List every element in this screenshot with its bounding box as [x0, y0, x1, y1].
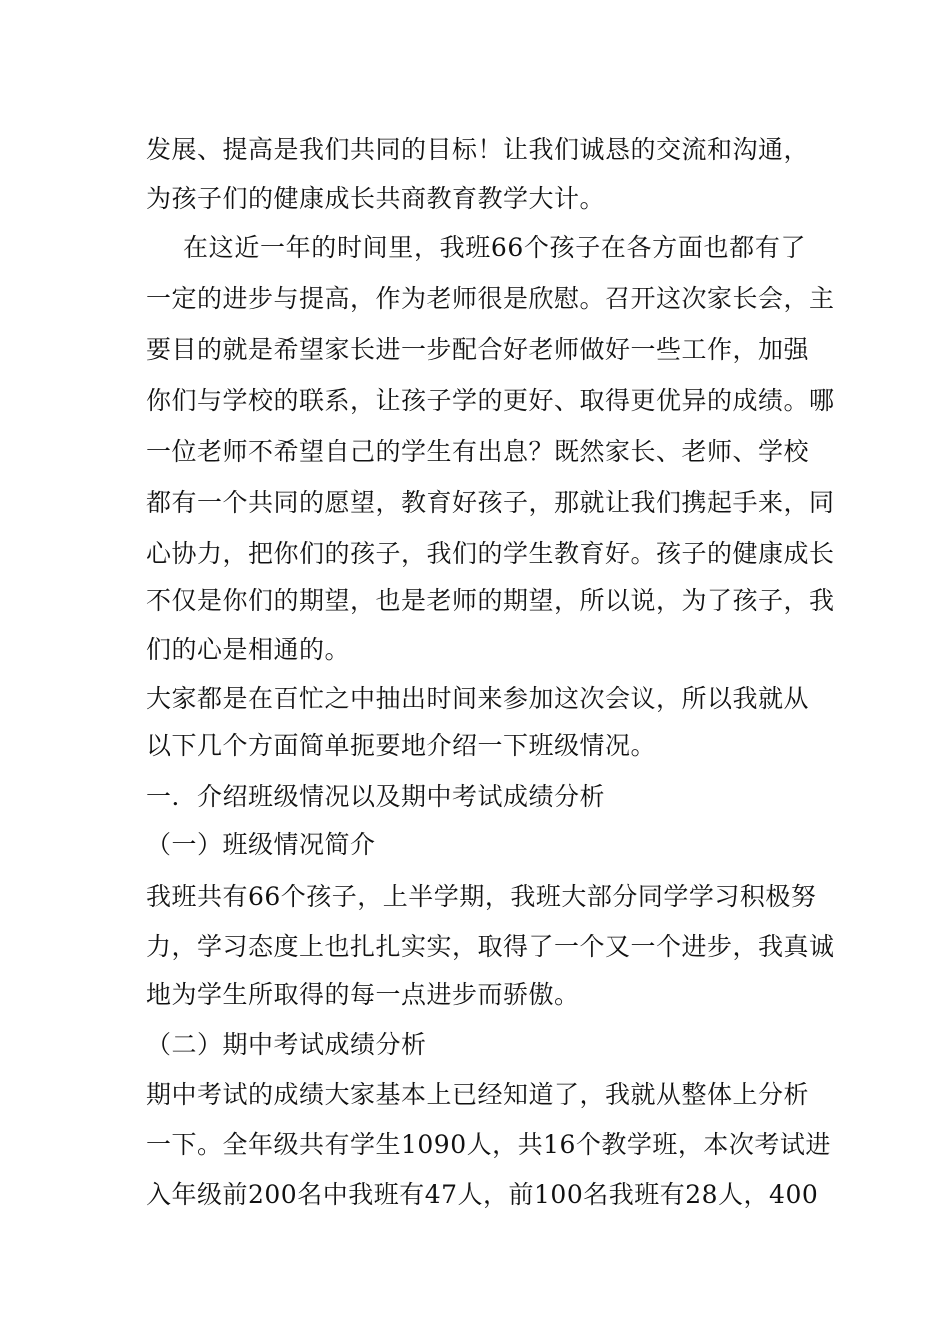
paragraph-first-line: 在这近一年的时间里，我班66个孩子在各方面也都有了 — [183, 233, 806, 262]
text-line: 发展、提高是我们共同的目标！让我们诚恳的交流和沟通， — [146, 135, 810, 164]
text-line: 为孩子们的健康成长共商教育教学大计。 — [146, 184, 606, 213]
text-line: 地为学生所取得的每一点进步而骄傲。 — [146, 980, 580, 1009]
text-line: 以下几个方面简单扼要地介绍一下班级情况。 — [146, 731, 657, 760]
text-line: 们的心是相通的。 — [146, 635, 351, 664]
text-line: 都有一个共同的愿望，教育好孩子，那就让我们携起手来，同 — [146, 488, 835, 517]
subsection-heading: （一）班级情况简介 — [146, 830, 376, 859]
text-line: 要目的就是希望家长进一步配合好老师做好一些工作，加强 — [146, 335, 810, 364]
text-line: 入年级前200名中我班有47人，前100名我班有28人，400 — [146, 1180, 819, 1209]
text-line: 一下。全年级共有学生1090人，共16个教学班，本次考试进 — [146, 1130, 831, 1159]
text-line: 期中考试的成绩大家基本上已经知道了，我就从整体上分析 — [146, 1080, 810, 1109]
text-line: 我班共有66个孩子，上半学期，我班大部分同学学习积极努 — [146, 882, 817, 911]
text-line: 大家都是在百忙之中抽出时间来参加这次会议，所以我就从 — [146, 684, 810, 713]
text-line: 你们与学校的联系，让孩子学的更好、取得更优异的成绩。哪 — [146, 386, 835, 415]
text-line: 力，学习态度上也扎扎实实，取得了一个又一个进步，我真诚 — [146, 932, 835, 961]
text-line: 一位老师不希望自己的学生有出息？既然家长、老师、学校 — [146, 437, 810, 466]
text-line: 一定的进步与提高，作为老师很是欣慰。召开这次家长会，主 — [146, 284, 835, 313]
text-line: 不仅是你们的期望，也是老师的期望，所以说，为了孩子，我 — [146, 586, 835, 615]
subsection-heading: （二）期中考试成绩分析 — [146, 1030, 427, 1059]
text-line: 心协力，把你们的孩子，我们的学生教育好。孩子的健康成长 — [146, 539, 835, 568]
section-heading: 一．介绍班级情况以及期中考试成绩分析 — [146, 782, 606, 811]
